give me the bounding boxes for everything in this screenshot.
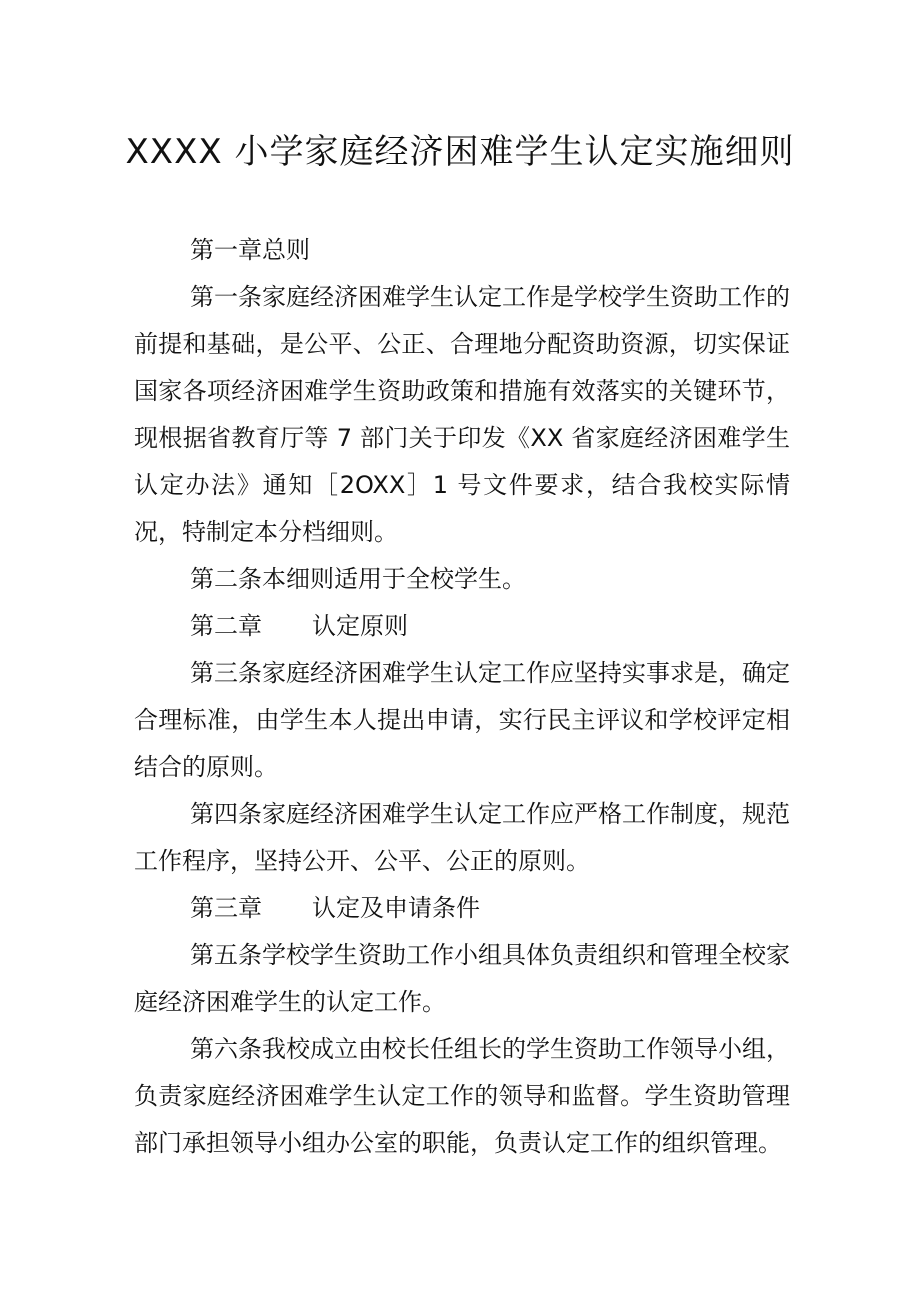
- chapter-3-heading: [134, 885, 790, 932]
- chapter-3-name: 认定及申请条件: [312, 894, 480, 922]
- chapter-2-heading: [134, 603, 790, 650]
- document-body: [134, 227, 790, 1167]
- chapter-3-number: 第三章: [190, 894, 262, 922]
- article-5-paragraph: 第五条学校学生资助工作小组具体负责组织和管理全校家庭经济困难学生的认定工作。: [134, 941, 790, 1016]
- chapter-2-number: 第二章: [190, 612, 262, 640]
- article-3-paragraph: 第三条家庭经济困难学生认定工作应坚持实事求是，确定合理标准，由学生本人提出申请，实行民主评议和学校评定相结合的原则。: [134, 659, 790, 781]
- chapter-1-heading: 第一章总则: [190, 236, 310, 264]
- article-4-paragraph: 第四条家庭经济困难学生认定工作应严格工作制度，规范工作程序，坚持公开、公平、公正的原则。: [134, 800, 790, 875]
- article-1-paragraph: 第一条家庭经济困难学生认定工作是学校学生资助工作的前提和基础，是公平、公正、合理地分配资助资源，切实保证国家各项经济困难学生资助政策和措施有效落实的关键环节，现根据省教育厅等 7 部门关于印发《XX 省家庭经济困难学生认定办法》通知［2OXX］1 号文件要求，结合我校实际情况，特制定本分档细则。: [134, 283, 790, 546]
- article-2-paragraph: 第二条本细则适用于全校学生。: [190, 565, 526, 593]
- chapter-2-name: 认定原则: [312, 612, 408, 640]
- article-6-paragraph: 第六条我校成立由校长任组长的学生资助工作领导小组，负责家庭经济困难学生认定工作的领导和监督。学生资助管理部门承担领导小组办公室的职能，负责认定工作的组织管理。: [134, 1035, 790, 1157]
- document-title: XXXX 小学家庭经济困难学生认定实施细则: [125, 132, 795, 172]
